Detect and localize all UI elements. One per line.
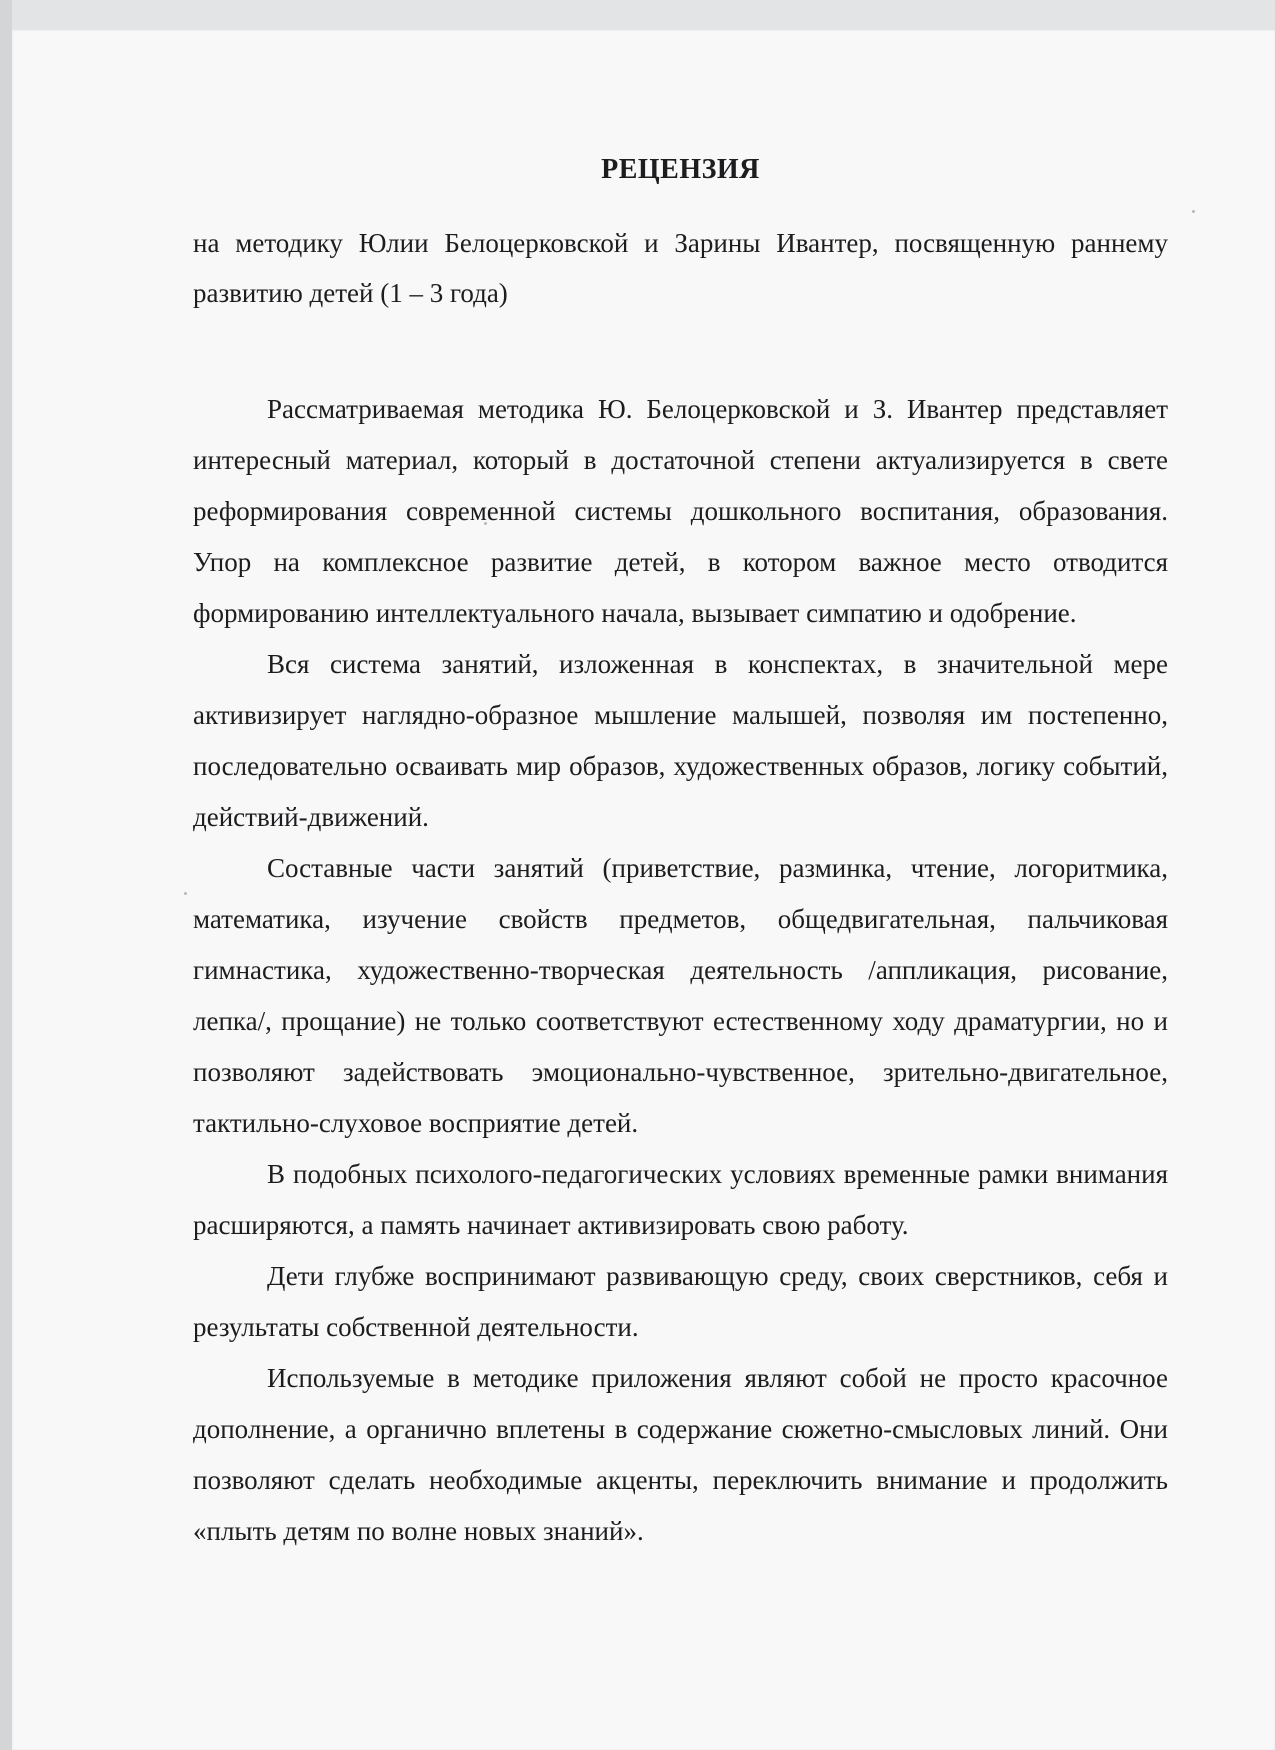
document-subtitle: на методику Юлии Белоцерковской и Зарины Ивантер, посвященную раннему развитию детей (1 – 3 года): [193, 228, 1168, 308]
scan-speck: [184, 892, 187, 895]
scan-border-left: [0, 0, 12, 1750]
paragraph-4: В подобных психолого-педагогических условиях временные рамки внимания расширяются, а память начинает активизировать свою работу.: [193, 1159, 1168, 1240]
paragraph-6: Используемые в методике приложения являют собой не просто красочное дополнение, а органично вплетены в содержание сюжетно-смысловых линий. Они позволяют сделать необходимые акценты, переключить внимание и продолжить «плыть детям по волне новых знаний».: [193, 1363, 1168, 1546]
paragraph-1: Рассматриваемая методика Ю. Белоцерковской и З. Ивантер представляет интересный материал, который в достаточной степени актуализируется в свете реформирования современной системы дошкольного воспитания, образования. Упор на комплексное развитие детей, в котором важное место отводится формированию интеллектуального начала, вызывает симпатию и одобрение.: [193, 394, 1168, 628]
paragraph-3: Составные части занятий (приветствие, разминка, чтение, логоритмика, математика, изучение свойств предметов, общедвигательная, пальчиковая гимнастика, художественно-творческая деятельность /аппликация, рисование, лепка/, прощание) не только соответствуют естественному ходу драматургии, но и позволяют задействовать эмоционально-чувственное, зрительно-двигательное, тактильно-слуховое восприятие детей.: [193, 853, 1168, 1138]
paragraph-2: Вся система занятий, изложенная в конспектах, в значительной мере активизирует наглядно-образное мышление малышей, позволяя им постепенно, последовательно осваивать мир образов, художественных образов, логику событий, действий-движений.: [193, 649, 1168, 832]
document-title: РЕЦЕНЗИЯ: [601, 154, 760, 185]
scan-speck: [1192, 210, 1195, 213]
review-document: [193, 146, 1168, 1557]
paragraph-5: Дети глубже воспринимают развивающую среду, своих сверстников, себя и результаты собственной деятельности.: [193, 1261, 1168, 1342]
scan-border-top: [0, 0, 1275, 30]
